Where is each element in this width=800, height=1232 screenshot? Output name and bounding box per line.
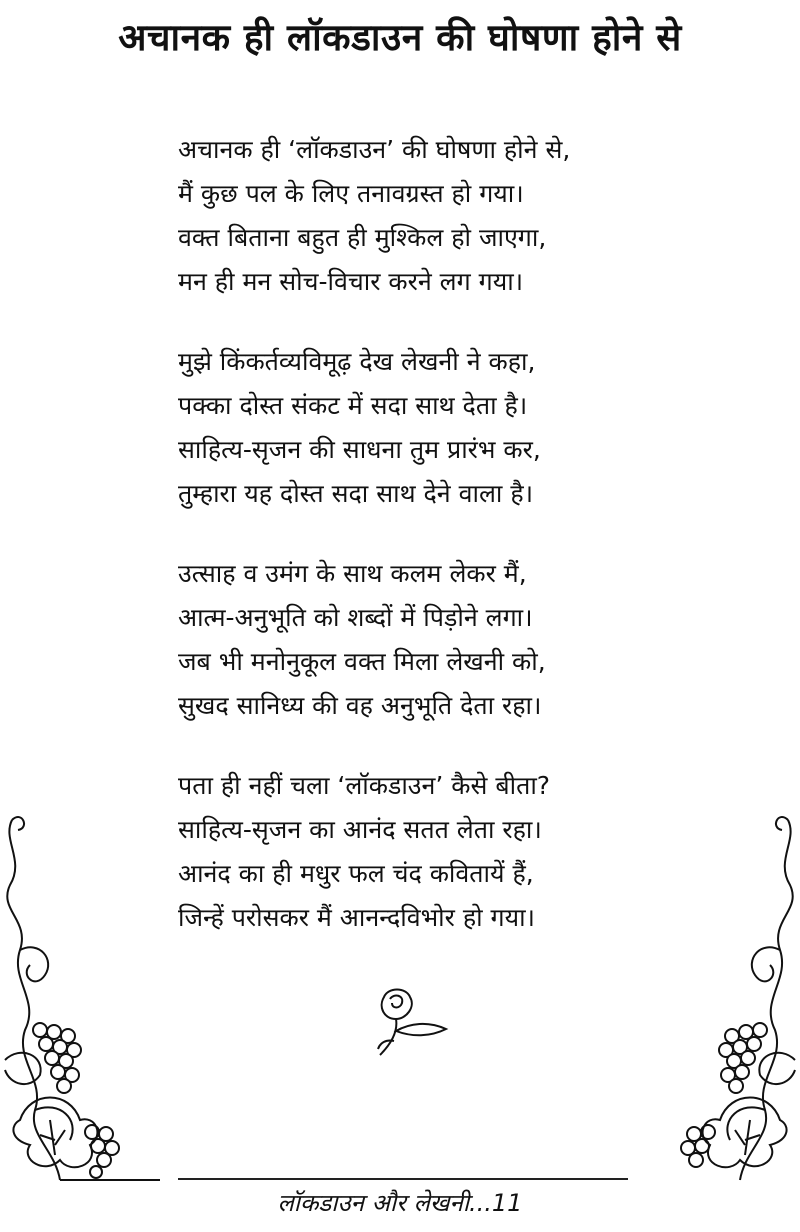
footer-divider: [178, 1178, 628, 1180]
poem-line: अचानक ही ‘लॉकडाउन’ की घोषणा होने से,: [178, 135, 571, 164]
poem-line: मुझे किंकर्तव्यविमूढ़ देख लेखनी ने कहा,: [178, 347, 536, 376]
poem-line: आनंद का ही मधुर फल चंद कवितायें हैं,: [178, 859, 534, 888]
page-footer: लॉकडाउन और लेखनी...11: [277, 1189, 523, 1217]
poem-line: सुखद सानिध्य की वह अनुभूति देता रहा।: [178, 691, 542, 720]
poem: [178, 128, 648, 976]
poem-line: जिन्हें परोसकर मैं आनन्दविभोर हो गया।: [178, 903, 536, 932]
poem-line: पता ही नहीं चला ‘लॉकडाउन’ कैसे बीता?: [178, 771, 551, 800]
poem-line: साहित्य-सृजन की साधना तुम प्रारंभ कर,: [178, 435, 541, 464]
page-title: अचानक ही लॉकडाउन की घोषणा होने से: [118, 16, 682, 59]
poem-line: मैं कुछ पल के लिए तनावग्रस्त हो गया।: [178, 179, 524, 208]
poem-line: साहित्य-सृजन का आनंद सतत लेता रहा।: [178, 815, 542, 844]
grape-vine-corner-right: [630, 800, 800, 1200]
stanza-2: [178, 340, 648, 516]
poem-line: उत्साह व उमंग के साथ कलम लेकर मैं,: [178, 559, 527, 588]
poem-line: मन ही मन सोच-विचार करने लग गया।: [178, 267, 524, 296]
poem-line: वक्त बिताना बहुत ही मुश्किल हो जाएगा,: [178, 223, 547, 252]
stanza-4: [178, 764, 648, 940]
poem-line: पक्का दोस्त संकट में सदा साथ देता है।: [178, 391, 528, 420]
stanza-1: [178, 128, 648, 304]
poem-line: आत्म-अनुभूति को शब्दों में पिड़ोने लगा।: [178, 603, 533, 632]
poem-line: तुम्हारा यह दोस्त सदा साथ देने वाला है।: [178, 479, 534, 508]
grape-vine-corner-left: [0, 800, 170, 1200]
poem-line: जब भी मनोनुकूल वक्त मिला लेखनी को,: [178, 647, 546, 676]
rose-icon: [366, 985, 456, 1060]
stanza-3: [178, 552, 648, 728]
